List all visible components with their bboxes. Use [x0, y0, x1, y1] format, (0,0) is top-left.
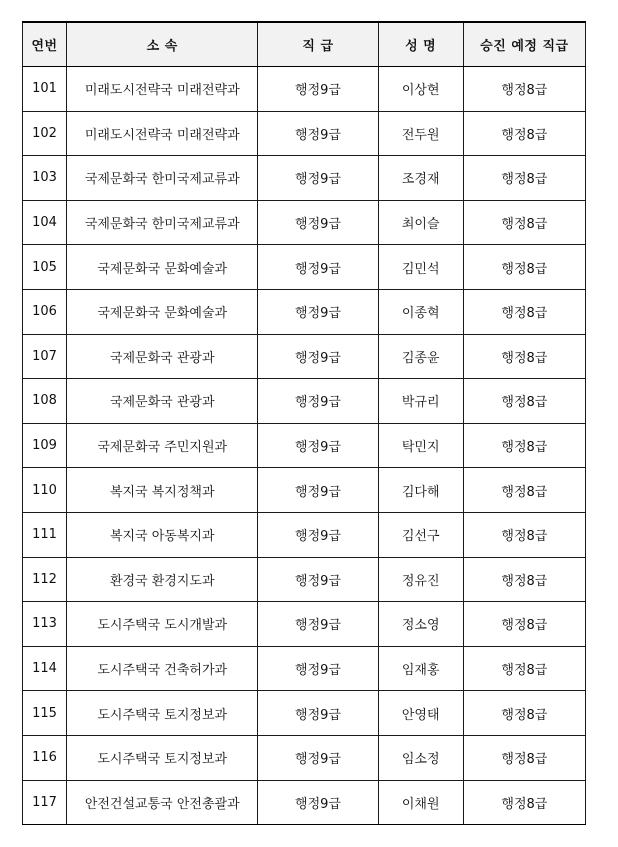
cell-name: 임재홍	[378, 646, 463, 691]
cell-next-grade: 행정8급	[463, 557, 585, 602]
header-no: 연번	[23, 22, 67, 67]
table-body	[23, 67, 586, 825]
cell-dept: 미래도시전략국 미래전략과	[67, 111, 258, 156]
cell-next-grade: 행정8급	[463, 468, 585, 513]
cell-grade: 행정9급	[258, 557, 378, 602]
cell-grade: 행정9급	[258, 156, 378, 201]
cell-dept: 국제문화국 문화예술과	[67, 245, 258, 290]
cell-name: 전두원	[378, 111, 463, 156]
cell-no: 108	[23, 379, 67, 424]
cell-name: 박규리	[378, 379, 463, 424]
cell-dept: 국제문화국 한미국제교류과	[67, 156, 258, 201]
cell-name: 안영태	[378, 691, 463, 736]
cell-grade: 행정9급	[258, 691, 378, 736]
cell-next-grade: 행정8급	[463, 780, 585, 825]
table-row	[23, 512, 586, 557]
cell-name: 조경재	[378, 156, 463, 201]
cell-no: 117	[23, 780, 67, 825]
cell-dept: 국제문화국 주민지원과	[67, 423, 258, 468]
table-row	[23, 423, 586, 468]
cell-name: 최이슬	[378, 200, 463, 245]
table-row	[23, 780, 586, 825]
cell-name: 김선구	[378, 512, 463, 557]
table-row	[23, 646, 586, 691]
table-row	[23, 245, 586, 290]
cell-grade: 행정9급	[258, 423, 378, 468]
cell-next-grade: 행정8급	[463, 646, 585, 691]
cell-name: 김다해	[378, 468, 463, 513]
header-dept: 소 속	[67, 22, 258, 67]
cell-dept: 국제문화국 문화예술과	[67, 289, 258, 334]
cell-no: 101	[23, 67, 67, 112]
cell-grade: 행정9급	[258, 379, 378, 424]
cell-dept: 도시주택국 도시개발과	[67, 602, 258, 647]
cell-no: 105	[23, 245, 67, 290]
header-name: 성 명	[378, 22, 463, 67]
cell-next-grade: 행정8급	[463, 423, 585, 468]
cell-next-grade: 행정8급	[463, 735, 585, 780]
cell-grade: 행정9급	[258, 334, 378, 379]
promotion-table	[22, 21, 586, 825]
cell-dept: 복지국 복지정책과	[67, 468, 258, 513]
cell-dept: 환경국 환경지도과	[67, 557, 258, 602]
cell-next-grade: 행정8급	[463, 602, 585, 647]
header-row	[23, 22, 586, 67]
cell-next-grade: 행정8급	[463, 200, 585, 245]
table-row	[23, 735, 586, 780]
table-row	[23, 379, 586, 424]
cell-grade: 행정9급	[258, 512, 378, 557]
table-row	[23, 602, 586, 647]
cell-name: 정소영	[378, 602, 463, 647]
cell-dept: 복지국 아동복지과	[67, 512, 258, 557]
cell-no: 109	[23, 423, 67, 468]
cell-dept: 도시주택국 토지정보과	[67, 691, 258, 736]
cell-dept: 국제문화국 관광과	[67, 334, 258, 379]
cell-grade: 행정9급	[258, 245, 378, 290]
table-row	[23, 111, 586, 156]
cell-grade: 행정9급	[258, 735, 378, 780]
cell-no: 104	[23, 200, 67, 245]
cell-name: 정유진	[378, 557, 463, 602]
cell-no: 116	[23, 735, 67, 780]
cell-grade: 행정9급	[258, 646, 378, 691]
table-row	[23, 289, 586, 334]
cell-next-grade: 행정8급	[463, 512, 585, 557]
cell-grade: 행정9급	[258, 602, 378, 647]
cell-grade: 행정9급	[258, 289, 378, 334]
table-header	[23, 22, 586, 67]
cell-name: 임소정	[378, 735, 463, 780]
table-row	[23, 557, 586, 602]
cell-no: 115	[23, 691, 67, 736]
cell-no: 102	[23, 111, 67, 156]
cell-name: 김민석	[378, 245, 463, 290]
cell-name: 이채원	[378, 780, 463, 825]
cell-name: 이종혁	[378, 289, 463, 334]
table-row	[23, 200, 586, 245]
cell-no: 110	[23, 468, 67, 513]
cell-next-grade: 행정8급	[463, 691, 585, 736]
header-grade: 직 급	[258, 22, 378, 67]
cell-next-grade: 행정8급	[463, 289, 585, 334]
cell-next-grade: 행정8급	[463, 334, 585, 379]
table-row	[23, 334, 586, 379]
cell-grade: 행정9급	[258, 200, 378, 245]
cell-dept: 미래도시전략국 미래전략과	[67, 67, 258, 112]
cell-no: 112	[23, 557, 67, 602]
table-row	[23, 156, 586, 201]
cell-dept: 도시주택국 건축허가과	[67, 646, 258, 691]
cell-grade: 행정9급	[258, 67, 378, 112]
table-row	[23, 468, 586, 513]
cell-dept: 안전건설교통국 안전총괄과	[67, 780, 258, 825]
table-row	[23, 67, 586, 112]
cell-next-grade: 행정8급	[463, 67, 585, 112]
cell-dept: 도시주택국 토지정보과	[67, 735, 258, 780]
cell-grade: 행정9급	[258, 780, 378, 825]
cell-name: 김종윤	[378, 334, 463, 379]
cell-no: 107	[23, 334, 67, 379]
cell-grade: 행정9급	[258, 111, 378, 156]
cell-next-grade: 행정8급	[463, 111, 585, 156]
cell-no: 113	[23, 602, 67, 647]
cell-no: 103	[23, 156, 67, 201]
header-next-grade: 승진 예정 직급	[463, 22, 585, 67]
cell-no: 106	[23, 289, 67, 334]
cell-no: 111	[23, 512, 67, 557]
cell-next-grade: 행정8급	[463, 379, 585, 424]
cell-name: 이상현	[378, 67, 463, 112]
cell-name: 탁민지	[378, 423, 463, 468]
cell-no: 114	[23, 646, 67, 691]
cell-dept: 국제문화국 한미국제교류과	[67, 200, 258, 245]
table-row	[23, 691, 586, 736]
cell-dept: 국제문화국 관광과	[67, 379, 258, 424]
cell-grade: 행정9급	[258, 468, 378, 513]
cell-next-grade: 행정8급	[463, 245, 585, 290]
cell-next-grade: 행정8급	[463, 156, 585, 201]
